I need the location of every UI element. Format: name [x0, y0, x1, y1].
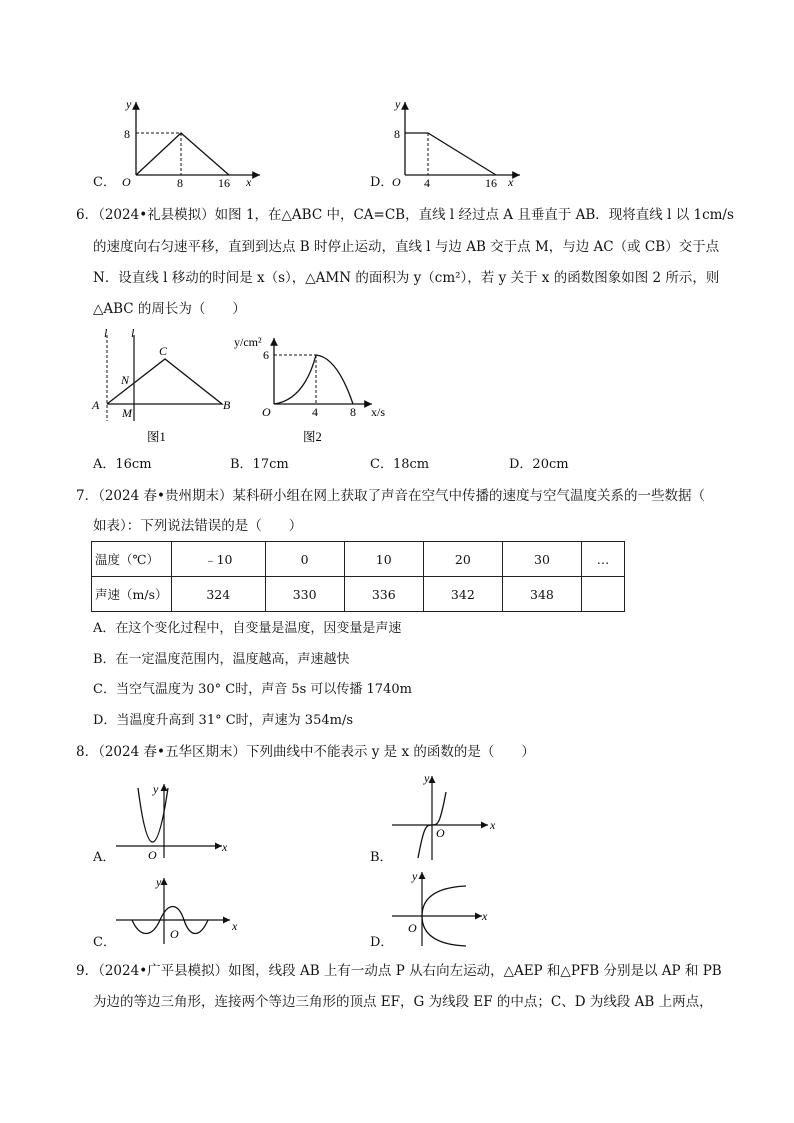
svg-text:M: M: [122, 406, 132, 420]
svg-text:O: O: [262, 405, 271, 419]
q9-line2: 为边的等边三角形，连接两个等边三角形的顶点 EF，G 为线段 EF 的中点；C、D 为线段 AB 上两点，: [93, 994, 713, 1010]
svg-text:y: y: [153, 782, 159, 796]
axis-y: y: [395, 97, 401, 111]
svg-text:O: O: [170, 927, 179, 941]
svg-text:6: 6: [263, 348, 269, 362]
svg-text:x: x: [490, 818, 496, 832]
option-c-label: C．: [93, 175, 116, 190]
svg-text:O: O: [408, 921, 417, 935]
tick-x8: 8: [177, 176, 183, 190]
q7-line2: 如表）：下列说法错误的是（ ）: [93, 518, 303, 534]
svg-text:O: O: [436, 826, 445, 840]
origin: O: [392, 175, 401, 189]
svg-text:B: B: [223, 398, 231, 412]
svg-text:O: O: [148, 848, 157, 862]
q8-option-c-label: C．: [93, 935, 116, 950]
q7-data-table: [91, 541, 625, 612]
caption-fig2: 图2: [303, 430, 322, 444]
q6-option-c: C．18cm: [370, 457, 430, 472]
svg-text:y: y: [156, 875, 162, 889]
q7-option-d: D．当温度升高到 31° C时，声速为 354m/s: [93, 713, 354, 728]
q8-option-d-label: D．: [370, 935, 394, 950]
q6-line1: 6．（2024•礼县模拟）如图 1，在△ABC 中，CA=CB，直线 l 经过点 A 且垂直于 AB．现将直线 l 以 1cm/s: [76, 207, 734, 223]
svg-text:A: A: [92, 398, 100, 412]
q6-option-b: B．17cm: [230, 457, 289, 472]
q6-line3: N．设直线 l 移动的时间是 x（s），△AMN 的面积为 y（cm²），若 y 关于 x 的函数图象如图 2 所示，则: [93, 270, 720, 286]
svg-text:l: l: [104, 326, 108, 340]
axis-y: y/cm²: [234, 335, 262, 349]
svg-text:l: l: [131, 326, 135, 340]
svg-text:8: 8: [350, 405, 356, 419]
svg-text:y: y: [424, 771, 430, 785]
q8-graph-c: [112, 872, 247, 952]
q6-line4: △ABC 的周长为（ ）: [93, 301, 246, 317]
q6-figure-2: [232, 332, 402, 450]
tick-x16: 16: [218, 176, 230, 190]
q8-option-a-label: A．: [93, 850, 116, 865]
tick-y8: 8: [394, 127, 400, 141]
q6-option-d: D．20cm: [509, 457, 569, 472]
table-row: 声速（m/s） 324 330 336 342 348: [92, 577, 625, 612]
svg-text:N: N: [121, 373, 130, 387]
q8-option-b-label: B．: [370, 850, 393, 865]
origin: O: [122, 175, 131, 189]
q7-line1: 7．（2024 春•贵州期末）某科研小组在网上获取了声音在空气中传播的速度与空气温度关系的一些数据（: [76, 488, 705, 504]
tick-y8: 8: [124, 127, 130, 141]
tick-x4: 4: [424, 176, 430, 190]
graph-option-c: [110, 96, 270, 196]
option-d-label: D．: [370, 175, 394, 190]
q8-graph-d: [388, 866, 508, 951]
q7-option-b: B．在一定温度范围内，温度越高，声速越快: [93, 652, 350, 667]
tick-x16: 16: [485, 176, 497, 190]
axis-x: x: [508, 175, 514, 189]
q6-line2: 的速度向右匀速平移，直到到达点 B 时停止运动，直线 l 与边 AB 交于点 M，与边 AC（或 CB）交于点: [93, 239, 720, 255]
svg-text:4: 4: [312, 405, 318, 419]
svg-text:x: x: [232, 919, 238, 933]
q9-line1: 9．（2024•广平县模拟）如图，线段 AB 上有一动点 P 从右向左运动，△AEP 和△PFB 分别是以 AP 和 PB: [76, 963, 722, 979]
q8-graph-b: [388, 770, 508, 865]
graph-option-d: [388, 96, 538, 196]
svg-text:x: x: [222, 840, 228, 854]
svg-text:x: x: [482, 909, 488, 923]
q6-figure-1: [90, 325, 240, 450]
q7-option-c: C．当空气温度为 30° C时，声音 5s 可以传播 1740m: [93, 682, 412, 697]
axis-x: x: [246, 175, 252, 189]
table-row: 温度（℃） ﹣10 0 10 20 30 …: [92, 542, 625, 577]
q8-line1: 8．（2024 春•五华区期末）下列曲线中不能表示 y 是 x 的函数的是（ ）: [76, 744, 535, 760]
svg-text:C: C: [159, 344, 168, 358]
q7-option-a: A．在这个变化过程中，自变量是温度，因变量是声速: [93, 621, 402, 636]
caption-fig1: 图1: [147, 430, 166, 444]
axis-y: y: [126, 97, 132, 111]
axis-x: x/s: [371, 405, 386, 419]
q6-option-a: A．16cm: [93, 457, 152, 472]
q8-graph-a: [112, 778, 237, 863]
svg-text:y: y: [412, 869, 418, 883]
